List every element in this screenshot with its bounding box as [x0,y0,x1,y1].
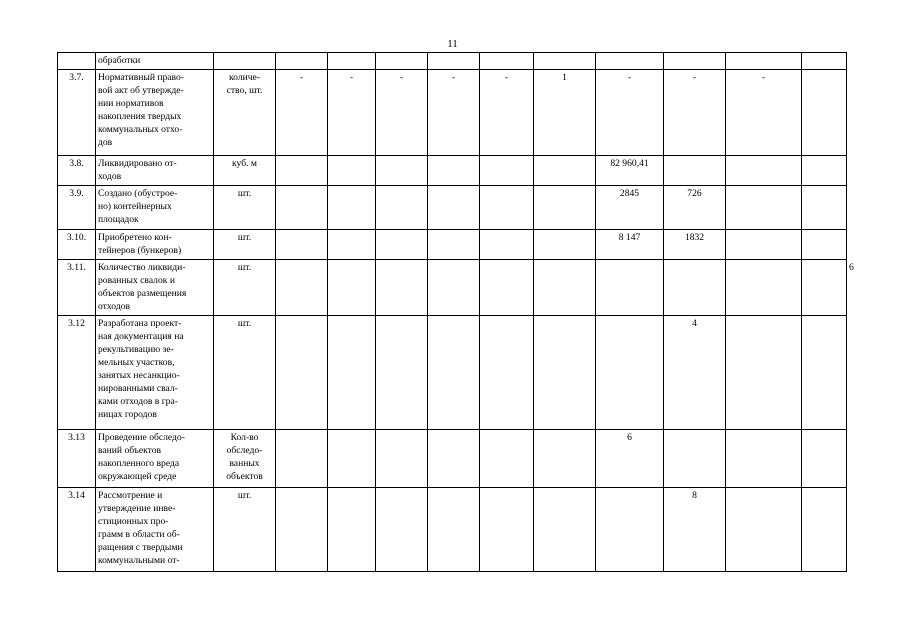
table-row [58,430,847,488]
value-cell [480,230,534,260]
value-cell [328,316,376,430]
value-cell [480,430,534,488]
value-cell [534,156,596,186]
value-cell [328,488,376,572]
value-cell [428,260,480,316]
value-cell: 4 [664,316,726,430]
unit-cell: шт. [214,230,276,260]
value-cell: - [664,70,726,156]
unit-cell [214,53,276,70]
indicator-name-cell: Приобретено кон- тейнеров (бункеров) [96,230,214,260]
indicator-name-cell: Проведение обследо- ваний объектов накопленного вреда окружающей среде [96,430,214,488]
row-number-cell: 3.12 [58,316,96,430]
value-cell [534,488,596,572]
value-cell [376,260,428,316]
value-cell [428,156,480,186]
value-cell [596,488,664,572]
value-cell: 8 [664,488,726,572]
table-row: 3.11. Количество ликвиди- рованных свалок и объектов размещения отходов шт. 6 [58,260,847,316]
value-cell [802,316,847,430]
value-cell: 8 147 [596,230,664,260]
indicator-name-cell: Количество ликвиди- рованных свалок и объектов размещения отходов [96,260,214,316]
value-cell [276,186,328,230]
value-cell [802,70,847,156]
value-cell [428,53,480,70]
unit-cell: шт. [214,316,276,430]
value-cell [480,488,534,572]
value-cell [376,186,428,230]
value-cell [428,316,480,430]
value-cell [802,430,847,488]
value-cell [534,316,596,430]
value-cell [328,53,376,70]
value-cell [428,186,480,230]
value-cell [376,156,428,186]
value-cell [534,186,596,230]
value-cell [664,53,726,70]
value-cell: 6 [596,430,664,488]
value-cell [664,260,726,316]
value-cell [802,53,847,70]
value-cell: - [328,70,376,156]
value-cell [428,488,480,572]
value-cell: 82 960,41 [596,156,664,186]
value-cell: - [276,70,328,156]
value-cell [802,230,847,260]
value-cell [276,260,328,316]
value-cell [664,430,726,488]
value-cell [726,53,802,70]
table-row [58,70,847,156]
indicators-table [57,52,854,572]
unit-cell: шт. [214,260,276,316]
value-cell: - [596,70,664,156]
value-cell [376,430,428,488]
row-number-cell: 3.14 [58,488,96,572]
unit-cell: шт. [214,488,276,572]
table-row [58,186,847,230]
value-cell [376,53,428,70]
value-cell [328,156,376,186]
indicator-name-cell: Рассмотрение и утверждение инве- стиционных про- грамм в области об- ращения с твердыми коммунальными от- [96,488,214,572]
unit-cell: Кол-во обследо- ванных объектов [214,430,276,488]
row-number-cell [58,53,96,70]
value-cell [276,156,328,186]
table-row [58,316,847,430]
value-cell [802,260,847,316]
value-cell [276,488,328,572]
row-number-cell: 3.11. [58,260,96,316]
value-cell [534,430,596,488]
value-cell: 2845 [596,186,664,230]
value-cell [726,260,802,316]
unit-cell: куб. м [214,156,276,186]
value-cell [480,316,534,430]
row-number-cell: 3.7. [58,70,96,156]
value-cell: 1832 [664,230,726,260]
value-cell [276,316,328,430]
value-cell [596,316,664,430]
value-cell [376,488,428,572]
table-row [58,230,847,260]
value-cell [428,230,480,260]
value-cell [480,260,534,316]
value-cell [726,230,802,260]
value-cell [596,53,664,70]
value-cell [276,230,328,260]
value-cell: - [726,70,802,156]
value-cell [428,430,480,488]
value-cell [328,230,376,260]
value-cell [328,186,376,230]
table-row [58,53,847,70]
value-cell [726,186,802,230]
value-cell [376,316,428,430]
page-number: 11 [447,38,458,50]
value-cell [596,260,664,316]
table-row [58,156,847,186]
row-number-cell: 3.9. [58,186,96,230]
row-number-cell: 3.10. [58,230,96,260]
value-cell [328,260,376,316]
indicator-name-cell: Создано (обустрое- но) контейнерных площадок [96,186,214,230]
indicator-name-cell: Нормативный право- вой акт об утвержде- нии нормативов накопления твердых коммунальных отхо- дов [96,70,214,156]
value-cell [480,156,534,186]
value-cell [726,430,802,488]
value-cell [726,488,802,572]
value-cell [726,156,802,186]
value-cell [726,316,802,430]
value-cell [480,53,534,70]
unit-cell: количе- ство, шт. [214,70,276,156]
row-number-cell: 3.13 [58,430,96,488]
indicator-name-cell: Разработана проект- ная документация на рекультивацию зе- мельных участков, занятых несанкцио- нированными свал- ками отходов в гра- ницах городов [96,316,214,430]
value-cell: - [428,70,480,156]
value-cell [480,186,534,230]
value-cell [534,230,596,260]
value-cell [802,156,847,186]
unit-cell: шт. [214,186,276,230]
value-cell [664,156,726,186]
indicator-name-cell: обработки [96,53,214,70]
indicator-name-cell: Ликвидировано от- ходов [96,156,214,186]
value-cell: - [480,70,534,156]
value-cell: - [376,70,428,156]
value-cell [276,430,328,488]
value-cell [328,430,376,488]
value-cell [276,53,328,70]
value-cell [534,260,596,316]
value-cell: 726 [664,186,726,230]
value-cell [802,488,847,572]
value-cell [802,186,847,230]
table-row [58,488,847,572]
value-cell: 1 [534,70,596,156]
row-number-cell: 3.8. [58,156,96,186]
value-cell [534,53,596,70]
value-cell [376,230,428,260]
